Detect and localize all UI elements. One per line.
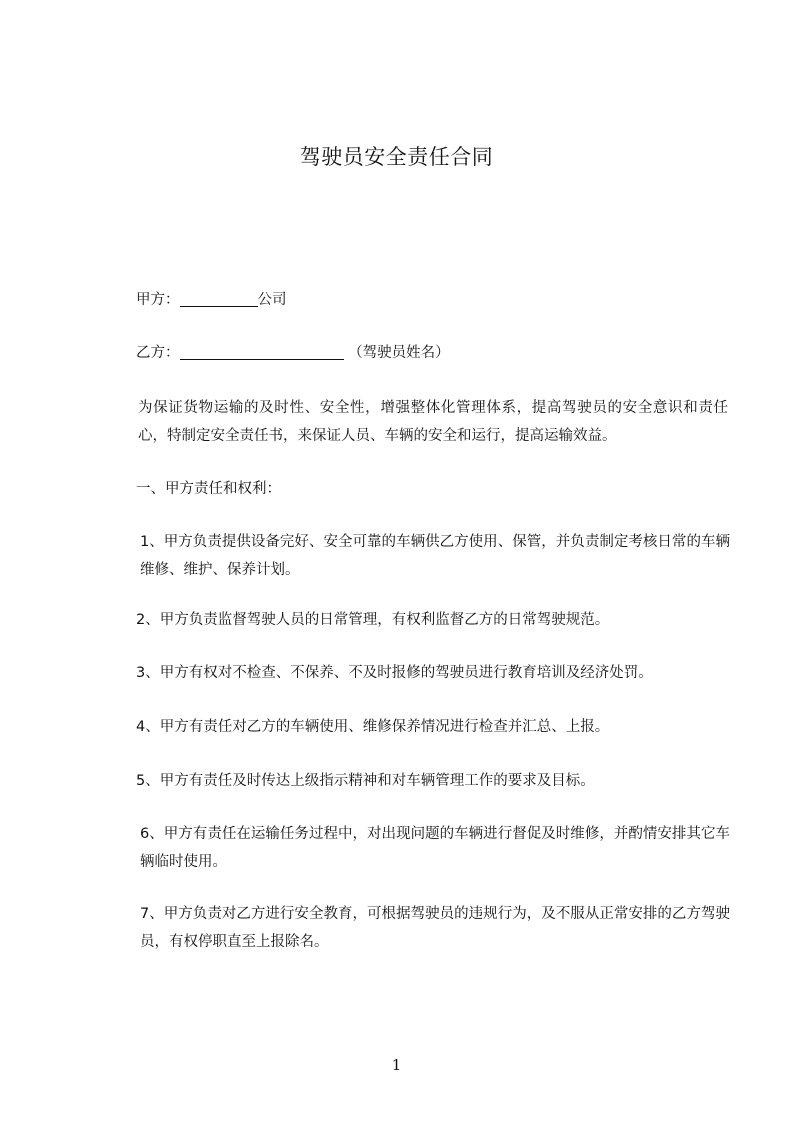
- intro-paragraph: 为保证货物运输的及时性、安全性，增强整体化管理体系，提高驾驶员的安全意识和责任心，特制定安全责任书，来保证人员、车辆的安全和运行，提高运输效益。: [138, 400, 728, 444]
- item-5: 5、甲方有责任及时传达上级指示精神和对车辆管理工作的要求及目标。: [136, 773, 595, 789]
- item-1: 1、甲方负责提供设备完好、安全可靠的车辆供乙方使用、保管，并负责制定考核日常的车辆维修、维护、保养计划。: [140, 534, 730, 578]
- party-a-blank[interactable]: [180, 290, 258, 307]
- party-b-suffix: （驾驶员姓名）: [343, 345, 450, 361]
- document-title: 驾驶员安全责任合同: [299, 145, 494, 169]
- party-a-line: [106, 286, 726, 314]
- party-a-suffix: 公司: [257, 292, 287, 308]
- page-number: 1: [391, 1056, 402, 1074]
- item-6: 6、甲方有责任在运输任务过程中，对出现问题的车辆进行督促及时维修，并酌情安排其它车辆临时使用。: [140, 826, 730, 870]
- item-7: 7、甲方负责对乙方进行安全教育，可根据驾驶员的违规行为，及不服从正常安排的乙方驾驶员，有权停职直至上报除名。: [140, 906, 730, 950]
- item-3: 3、甲方有权对不检查、不保养、不及时报修的驾驶员进行教育培训及经济处罚。: [136, 665, 653, 681]
- party-a-label: 甲方：: [136, 292, 180, 308]
- party-b-label: 乙方：: [136, 345, 180, 361]
- item-4: 4、甲方有责任对乙方的车辆使用、维修保养情况进行检查并汇总、上报。: [136, 719, 610, 735]
- section-1-heading: 一、甲方责任和权利：: [136, 481, 281, 497]
- party-b-blank[interactable]: [180, 343, 344, 360]
- party-b-line: [106, 339, 726, 367]
- item-2: 2、甲方负责监督驾驶人员的日常管理，有权利监督乙方的日常驾驶规范。: [136, 612, 610, 628]
